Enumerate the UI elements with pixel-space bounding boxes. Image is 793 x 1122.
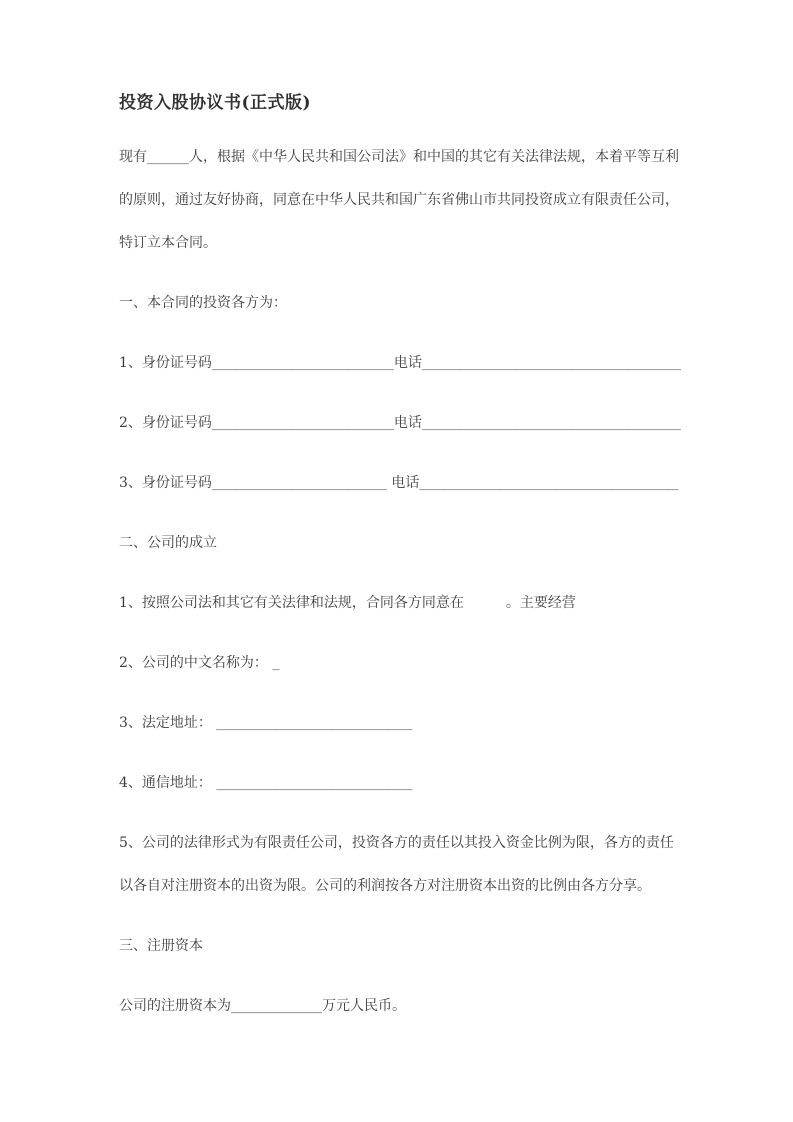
preamble-line: 特订立本合同。 [119, 235, 217, 251]
preamble-line: 现有______人，根据《中华人民共和国公司法》和中国的其它有关法律法规，本着平等互利 [119, 149, 679, 165]
legal-address-line: 3、法定地址： ____________________________ [119, 715, 413, 731]
id-and-phone-blank-line: 1、身份证号码__________________________电话_____________________________________ [119, 355, 681, 371]
registered-capital-row [119, 985, 677, 1028]
investor-row-1 [119, 342, 681, 385]
legal-form-line: 5、公司的法律形式为有限责任公司，投资各方的责任以其投入资金比例为限，各方的责任 [119, 835, 674, 851]
section-two-item-3 [119, 702, 677, 745]
section-two-item-5 [119, 822, 677, 908]
id-and-phone-blank-line: 2、身份证号码__________________________电话_____________________________________ [119, 415, 681, 431]
section-heading-text: 二、公司的成立 [119, 535, 217, 551]
investor-row-3 [119, 462, 677, 505]
section-two-item-4 [119, 762, 677, 805]
investor-row-2 [119, 402, 681, 445]
mailing-address-line: 4、通信地址： ____________________________ [119, 775, 413, 791]
section-two-heading [119, 522, 677, 565]
preamble-paragraph [119, 136, 677, 265]
section-two-item-2 [119, 642, 677, 685]
business-scope-line: 1、按照公司法和其它有关法律和法规，合同各方同意在 。主要经营 [119, 595, 576, 611]
preamble-line: 的原则，通过友好协商，同意在中华人民共和国广东省佛山市共同投资成立有限责任公司， [119, 192, 679, 208]
section-heading-text: 一、本合同的投资各方为： [119, 295, 287, 311]
section-heading-text: 三、注册资本 [119, 938, 203, 954]
chinese-name-line: 2、公司的中文名称为： _ [119, 655, 280, 671]
section-three-heading [119, 925, 677, 968]
legal-form-line: 以各自对注册资本的出资为限。公司的利润按各方对注册资本出资的比例由各方分享。 [119, 878, 651, 894]
section-one-heading [119, 282, 677, 325]
document-title: 投资入股协议书(正式版) [119, 93, 312, 113]
section-two-item-1 [119, 582, 677, 625]
id-and-phone-blank-line: 3、身份证号码_________________________ 电话_____________________________________ [119, 475, 679, 491]
registered-capital-line: 公司的注册资本为_____________万元人民币。 [119, 998, 406, 1014]
